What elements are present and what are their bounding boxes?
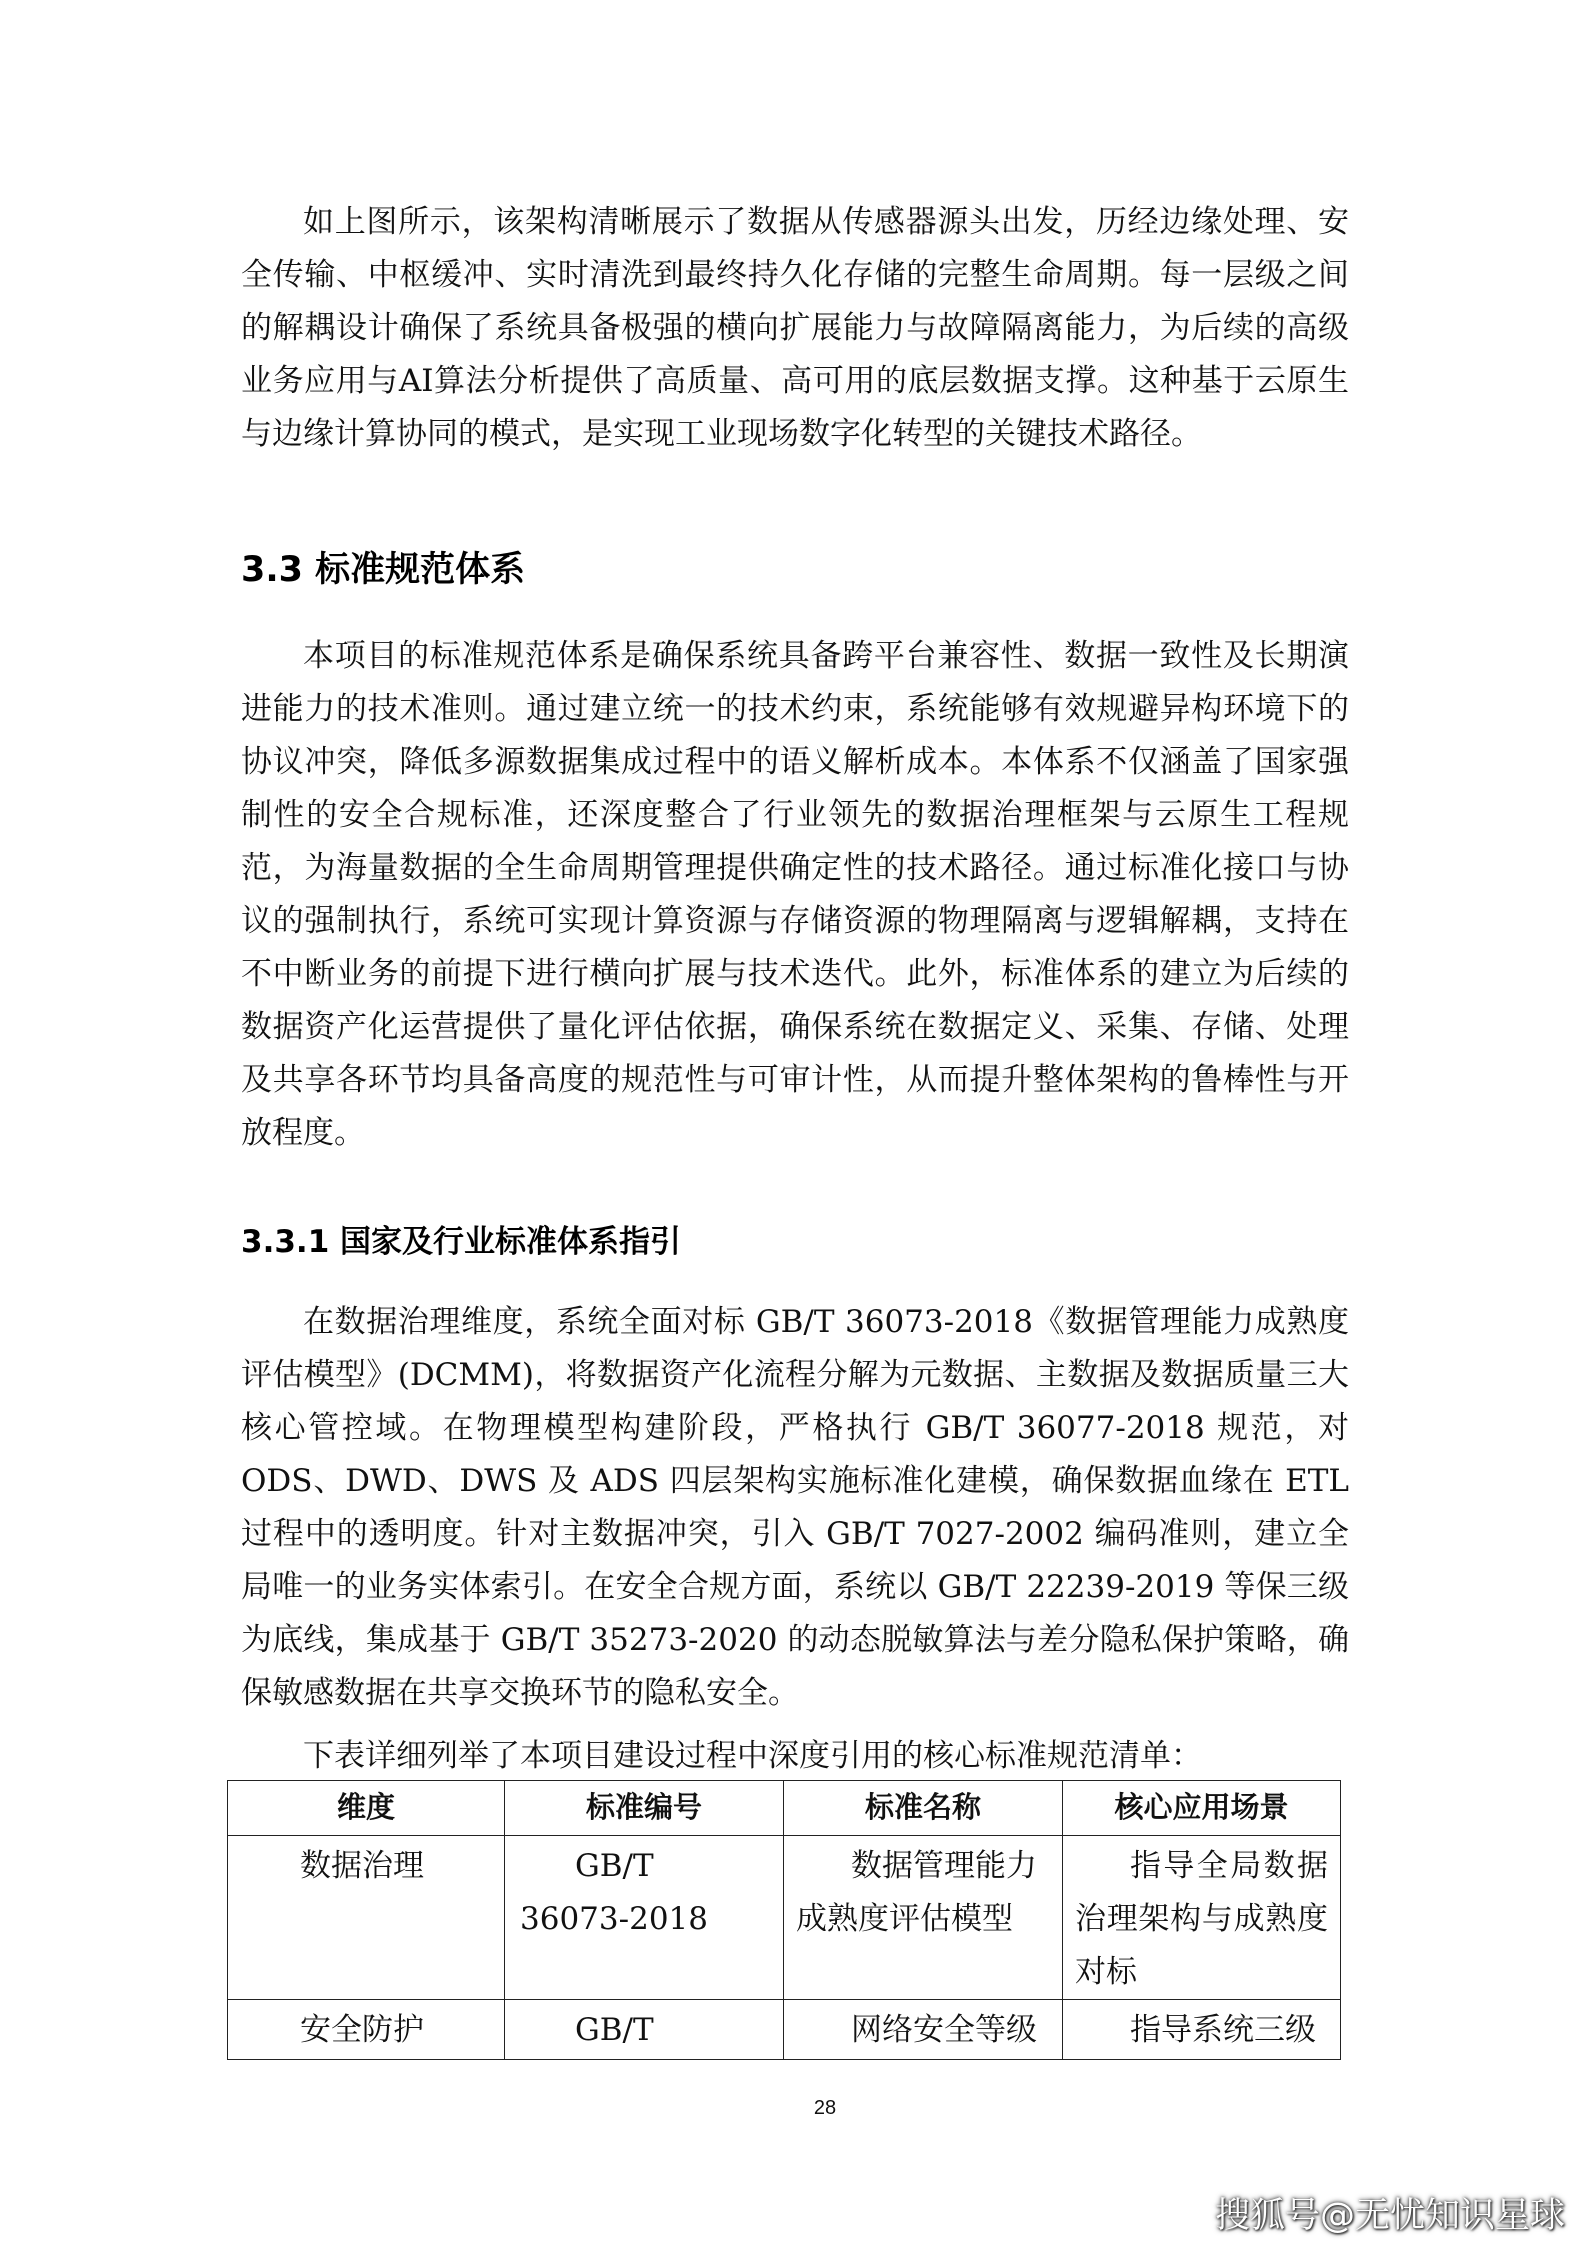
table-header-row <box>228 1781 1341 1836</box>
code-part-1: GB/T <box>575 2012 654 2048</box>
header-standard-name: 标准名称 <box>784 1781 1063 1836</box>
header-core-scenario: 核心应用场景 <box>1063 1781 1341 1836</box>
code-part-2: 36073-2018 <box>520 1901 708 1937</box>
paragraph-architecture-summary: 如上图所示，该架构清晰展示了数据从传感器源头出发，历经边缘处理、安全传输、中枢缓冲、实时清洗到最终持久化存储的完整生命周期。每一层级之间的解耦设计确保了系统具备极强的横向扩展能力与故障隔离能力，为后续的高级业务应用与AI算法分析提供了高质量、高可用的底层数据支撑。这种基于云原生与边缘计算协同的模式，是实现工业现场数字化转型的关键技术路径。 <box>241 204 1349 452</box>
cell-dimension: 数据治理 <box>228 1836 505 2000</box>
subsection-heading: 3.3.1 国家及行业标准体系指引 <box>241 1224 682 1260</box>
paragraph-data-governance: 在数据治理维度，系统全面对标 GB/T 36073-2018《数据管理能力成熟度评估模型》(DCMM)，将数据资产化流程分解为元数据、主数据及数据质量三大核心管控域。在物理模型构建阶段，严格执行 GB/T 36077-2018 规范，对 ODS、DWD、DWS 及 ADS 四层架构实施标准化建模，确保数据血缘在 ETL 过程中的透明度。针对主数据冲突，引入 GB/T 7027-2002 编码准则，建立全局唯一的业务实体索引。在安全合规方面，系统以 GB/T 22239-2019 等保三级为底线，集成基于 GB/T 35273-2020 的动态脱敏算法与差分隐私保护策略，确保敏感数据在共享交换环节的隐私安全。 <box>241 1304 1349 1711</box>
standards-table <box>227 1780 1341 2060</box>
cell-standard-name: 网络安全等级 <box>784 2000 1063 2060</box>
cell-dimension: 安全防护 <box>228 2000 505 2060</box>
page-number: 28 <box>813 2097 837 2119</box>
cell-standard-code <box>505 1836 784 2000</box>
paragraph-standards-overview: 本项目的标准规范体系是确保系统具备跨平台兼容性、数据一致性及长期演进能力的技术准则。通过建立统一的技术约束，系统能够有效规避异构环境下的协议冲突，降低多源数据集成过程中的语义解析成本。本体系不仅涵盖了国家强制性的安全合规标准，还深度整合了行业领先的数据治理框架与云原生工程规范，为海量数据的全生命周期管理提供确定性的技术路径。通过标准化接口与协议的强制执行，系统可实现计算资源与存储资源的物理隔离与逻辑解耦，支持在不中断业务的前提下进行横向扩展与技术迭代。此外，标准体系的建立为后续的数据资产化运营提供了量化评估依据，确保系统在数据定义、采集、存储、处理及共享各环节均具备高度的规范性与可审计性，从而提升整体架构的鲁棒性与开放程度。 <box>241 638 1349 1151</box>
table-intro: 下表详细列举了本项目建设过程中深度引用的核心标准规范清单： <box>303 1738 1202 1774</box>
cell-standard-code <box>505 2000 784 2060</box>
code-part-1: GB/T <box>575 1848 654 1884</box>
section-heading: 3.3 标准规范体系 <box>241 550 526 590</box>
table-row <box>228 2000 1341 2060</box>
table-row <box>228 1836 1341 2000</box>
cell-standard-name: 数据管理能力成熟度评估模型 <box>784 1836 1063 2000</box>
cell-core-scenario: 指导系统三级 <box>1063 2000 1341 2060</box>
header-dimension: 维度 <box>228 1781 505 1836</box>
cell-core-scenario: 指导全局数据治理架构与成熟度对标 <box>1063 1836 1341 2000</box>
header-standard-code: 标准编号 <box>505 1781 784 1836</box>
watermark: 搜狐号@无忧知识星球 <box>1214 2196 1565 2236</box>
